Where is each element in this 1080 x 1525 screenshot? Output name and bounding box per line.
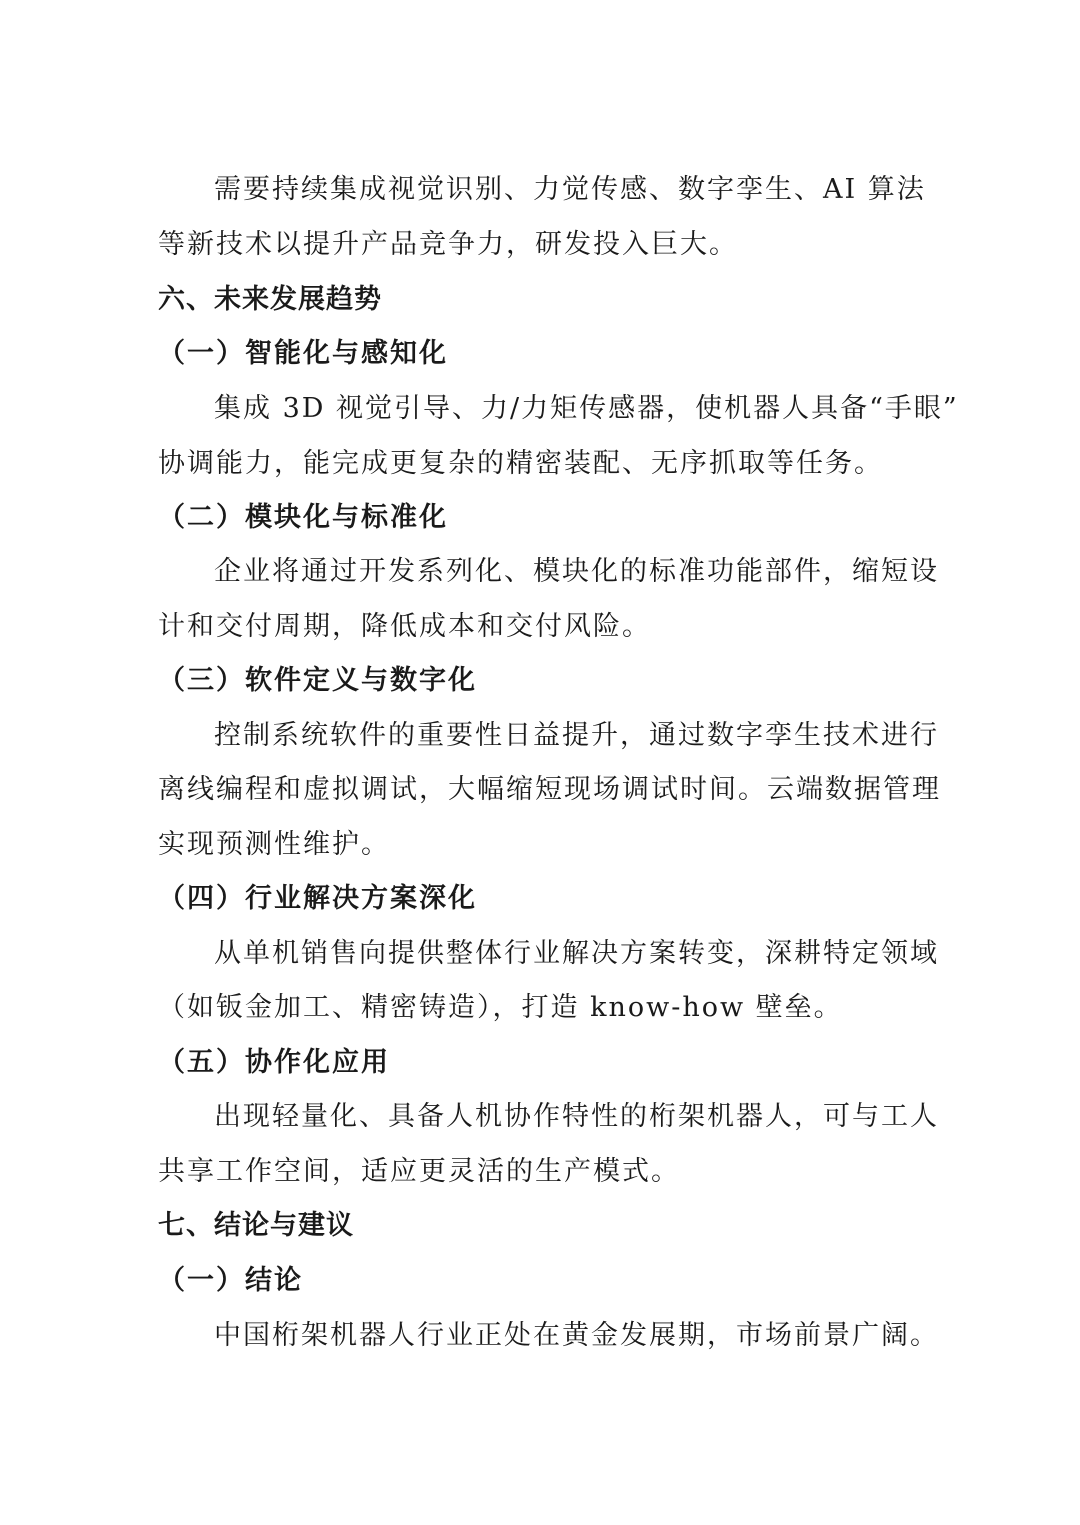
subsection-heading: （一）结论 [158, 1265, 303, 1296]
subsection-heading: （四）行业解决方案深化 [158, 883, 477, 914]
paragraph-line: 共享工作空间，适应更灵活的生产模式。 [158, 1156, 680, 1187]
paragraph-line: 控制系统软件的重要性日益提升，通过数字孪生技术进行 [214, 720, 939, 751]
paragraph-line: 等新技术以提升产品竞争力，研发投入巨大。 [158, 229, 738, 260]
paragraph-line: 从单机销售向提供整体行业解决方案转变，深耕特定领域 [214, 938, 939, 969]
paragraph-line: 出现轻量化、具备人机协作特性的桁架机器人，可与工人 [214, 1101, 939, 1132]
paragraph-line: 协调能力，能完成更复杂的精密装配、无序抓取等任务。 [158, 448, 883, 479]
subsection-heading: （五）协作化应用 [158, 1047, 390, 1078]
paragraph-line: 计和交付周期，降低成本和交付风险。 [158, 611, 651, 642]
paragraph-line: 集成 3D 视觉引导、力/力矩传感器，使机器人具备“手眼” [214, 393, 959, 424]
subsection-heading: （三）软件定义与数字化 [158, 665, 477, 696]
paragraph-line: 企业将通过开发系列化、模块化的标准功能部件，缩短设 [214, 556, 939, 587]
subsection-heading: （二）模块化与标准化 [158, 502, 448, 533]
paragraph-line: 实现预测性维护。 [158, 829, 390, 860]
paragraph-line: 中国桁架机器人行业正处在黄金发展期，市场前景广阔。 [214, 1320, 939, 1351]
subsection-heading: （一）智能化与感知化 [158, 338, 448, 369]
paragraph-line: （如钣金加工、精密铸造），打造 know-how 壁垒。 [158, 992, 843, 1023]
paragraph-line: 需要持续集成视觉识别、力觉传感、数字孪生、AI 算法 [214, 174, 926, 205]
section-heading: 六、未来发展趋势 [158, 284, 382, 315]
paragraph-line: 离线编程和虚拟调试，大幅缩短现场调试时间。云端数据管理 [158, 774, 941, 805]
section-heading: 七、结论与建议 [158, 1210, 354, 1241]
